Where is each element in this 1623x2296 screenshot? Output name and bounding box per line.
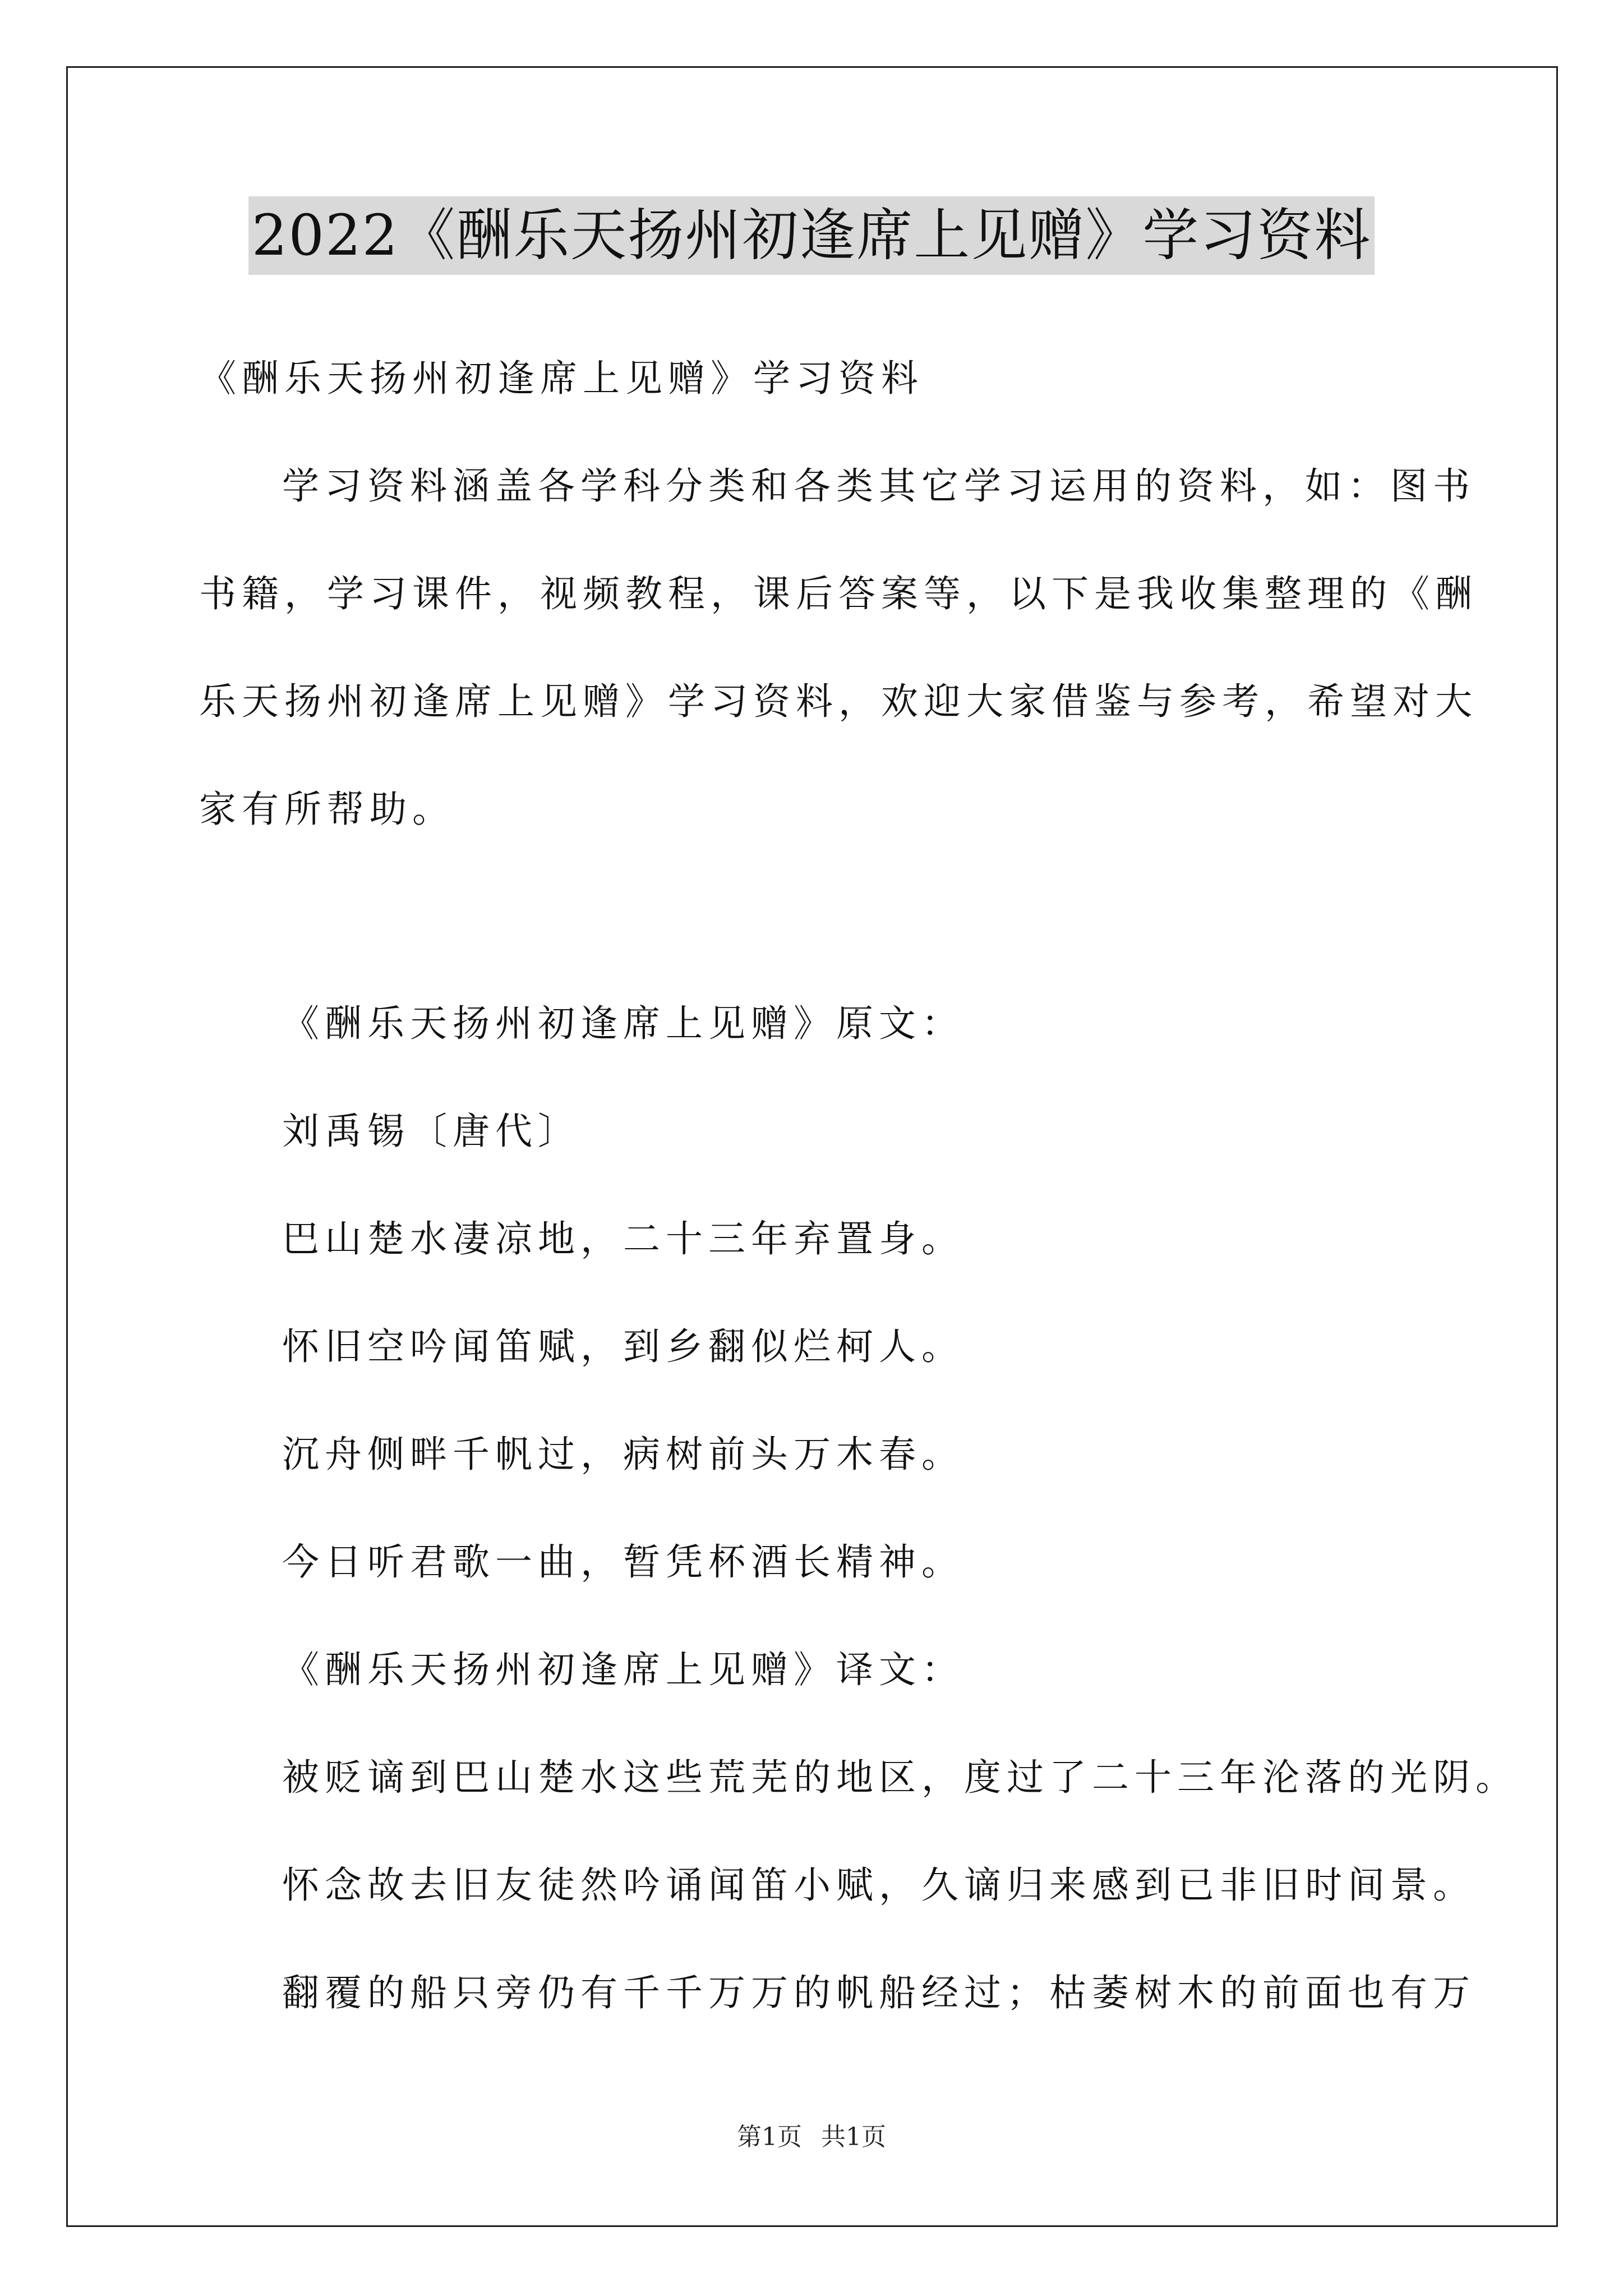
- title-container: [0, 196, 1623, 275]
- translation-line-3: 翻覆的船只旁仍有千千万万的帆船经过；枯萎树木的前面也有万: [282, 1971, 1476, 2014]
- poem-line-1: 巴山楚水凄凉地，二十三年弃置身。: [282, 1217, 964, 1260]
- translation-line-1: 被贬谪到巴山楚水这些荒芜的地区，度过了二十三年沦落的光阴。: [282, 1756, 1518, 1799]
- page-footer: [0, 2120, 1623, 2154]
- poem-line-2: 怀旧空吟闻笛赋，到乡翻似烂柯人。: [282, 1325, 964, 1368]
- intro-line-4: 家有所帮助。: [199, 788, 455, 831]
- translation-line-2: 怀念故去旧友徒然吟诵闻笛小赋，久谪归来感到已非旧时间景。: [282, 1864, 1476, 1907]
- intro-line-3: 乐天扬州初逢席上见赠》学习资料，欢迎大家借鉴与参考，希望对大: [199, 680, 1478, 723]
- poem-author: 刘禹锡〔唐代〕: [282, 1110, 580, 1153]
- document-title: 2022《酬乐天扬州初逢席上见赠》学习资料: [248, 196, 1375, 275]
- poem-line-3: 沉舟侧畔千帆过，病树前头万木春。: [282, 1433, 964, 1476]
- subtitle-line: 《酬乐天扬州初逢席上见赠》学习资料: [199, 357, 924, 400]
- intro-line-2: 书籍，学习课件，视频教程，课后答案等，以下是我收集整理的《酬: [199, 572, 1478, 615]
- page-current: 第1页: [737, 2123, 802, 2151]
- page-total: 共1页: [821, 2123, 886, 2151]
- original-heading: 《酬乐天扬州初逢席上见赠》原文：: [282, 1002, 964, 1045]
- intro-line-1: 学习资料涵盖各学科分类和各类其它学习运用的资料，如：图书: [282, 464, 1476, 508]
- poem-line-4: 今日听君歌一曲，暂凭杯酒长精神。: [282, 1540, 964, 1584]
- translation-heading: 《酬乐天扬州初逢席上见赠》译文：: [282, 1648, 964, 1691]
